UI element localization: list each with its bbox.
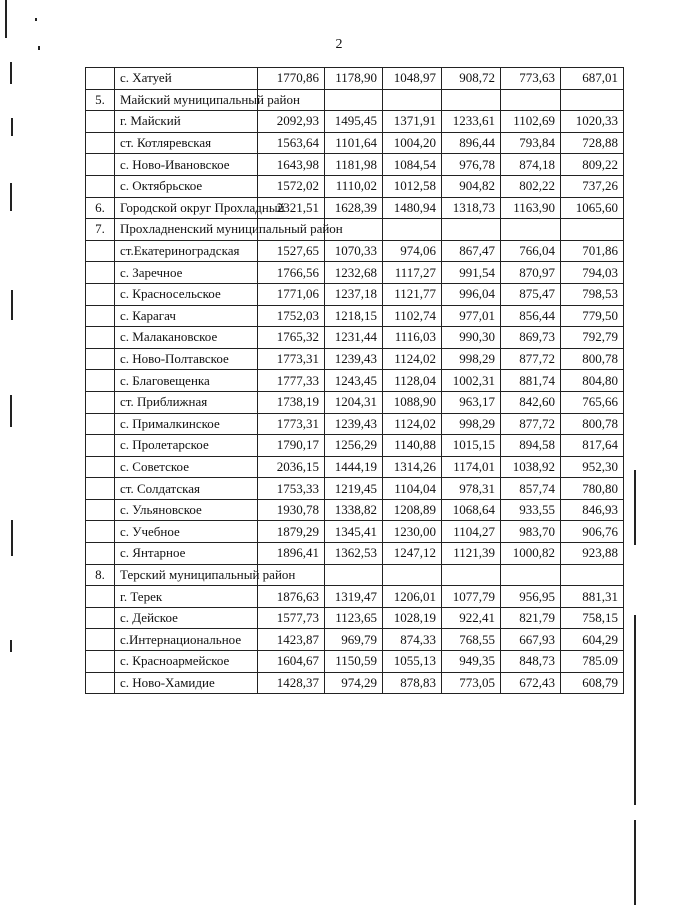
value-cell: 1218,15 (325, 305, 383, 327)
empty-cell (86, 651, 115, 673)
value-cell: 1879,29 (258, 521, 325, 543)
value-cell: 923,88 (561, 543, 624, 565)
settlement-name: с. Дейское (115, 607, 258, 629)
value-cell: 1116,03 (383, 327, 442, 349)
value-cell: 1239,43 (325, 348, 383, 370)
value-cell: 800,78 (561, 348, 624, 370)
settlement-name: с. Красноармейское (115, 651, 258, 673)
value-cell: 1000,82 (501, 543, 561, 565)
value-cell: 998,29 (442, 413, 501, 435)
value-cell: 1055,13 (383, 651, 442, 673)
value-cell: 1178,90 (325, 68, 383, 90)
value-cell: 1070,33 (325, 240, 383, 262)
value-cell: 990,30 (442, 327, 501, 349)
empty-cell (86, 348, 115, 370)
settlement-name: с. Октябрьское (115, 175, 258, 197)
value-cell: 877,72 (501, 413, 561, 435)
scan-margin-mark (11, 290, 13, 320)
empty-cell (86, 175, 115, 197)
value-cell: 956,95 (501, 586, 561, 608)
table-row (86, 672, 624, 694)
value-cell: 894,58 (501, 435, 561, 457)
value-cell: 1314,26 (383, 456, 442, 478)
value-cell: 766,04 (501, 240, 561, 262)
value-cell: 874,18 (501, 154, 561, 176)
row-number: 6. (86, 197, 115, 219)
value-cell: 701,86 (561, 240, 624, 262)
settlement-name: с. Прималкинское (115, 413, 258, 435)
table-row (86, 607, 624, 629)
value-cell: 869,73 (501, 327, 561, 349)
table-row (86, 456, 624, 478)
value-cell: 977,01 (442, 305, 501, 327)
value-cell: 780,80 (561, 478, 624, 500)
value-cell: 1527,65 (258, 240, 325, 262)
empty-cell (501, 564, 561, 586)
okrug-name: Городской округ Прохладный (115, 197, 258, 219)
value-cell: 878,83 (383, 672, 442, 694)
value-cell: 1318,73 (442, 197, 501, 219)
value-cell: 1643,98 (258, 154, 325, 176)
value-cell: 1181,98 (325, 154, 383, 176)
value-cell: 1123,65 (325, 607, 383, 629)
value-cell: 904,82 (442, 175, 501, 197)
value-cell: 991,54 (442, 262, 501, 284)
settlement-name: с. Ново-Ивановское (115, 154, 258, 176)
value-cell: 952,30 (561, 456, 624, 478)
empty-cell (86, 154, 115, 176)
empty-cell (86, 607, 115, 629)
scan-margin-mark (5, 0, 7, 38)
value-cell: 773,05 (442, 672, 501, 694)
empty-cell (442, 219, 501, 241)
value-cell: 974,06 (383, 240, 442, 262)
value-cell: 896,44 (442, 132, 501, 154)
table-row (86, 521, 624, 543)
value-cell: 1771,06 (258, 283, 325, 305)
value-cell: 1765,32 (258, 327, 325, 349)
empty-cell (442, 564, 501, 586)
value-cell: 817,64 (561, 435, 624, 457)
okrug-row (86, 197, 624, 219)
empty-cell (561, 219, 624, 241)
table-row (86, 586, 624, 608)
value-cell: 1077,79 (442, 586, 501, 608)
empty-cell (86, 413, 115, 435)
value-cell: 1773,31 (258, 348, 325, 370)
district-header-row (86, 89, 624, 111)
settlement-name: с. Ново-Полтавское (115, 348, 258, 370)
value-cell: 1738,19 (258, 391, 325, 413)
scan-margin-mark (10, 395, 12, 427)
value-cell: 1068,64 (442, 499, 501, 521)
value-cell: 1088,90 (383, 391, 442, 413)
settlement-name: с. Советское (115, 456, 258, 478)
value-cell: 792,79 (561, 327, 624, 349)
value-cell: 1230,00 (383, 521, 442, 543)
table-row (86, 154, 624, 176)
empty-cell (325, 564, 383, 586)
value-cell: 842,60 (501, 391, 561, 413)
table-row (86, 499, 624, 521)
value-cell: 809,22 (561, 154, 624, 176)
settlement-name: г. Терек (115, 586, 258, 608)
district-name: Прохладненский муниципальный район (115, 219, 258, 241)
settlement-name: с. Хатуей (115, 68, 258, 90)
value-cell: 1038,92 (501, 456, 561, 478)
value-cell: 1930,78 (258, 499, 325, 521)
value-cell: 802,22 (501, 175, 561, 197)
empty-cell (86, 672, 115, 694)
value-cell: 1753,33 (258, 478, 325, 500)
table-row (86, 240, 624, 262)
value-cell: 1102,74 (383, 305, 442, 327)
empty-cell (86, 521, 115, 543)
table-row (86, 370, 624, 392)
value-cell: 768,55 (442, 629, 501, 651)
value-cell: 1752,03 (258, 305, 325, 327)
scan-margin-mark (11, 118, 13, 136)
value-cell: 846,93 (561, 499, 624, 521)
value-cell: 793,84 (501, 132, 561, 154)
empty-cell (442, 89, 501, 111)
table-row (86, 629, 624, 651)
empty-cell (325, 89, 383, 111)
table-row (86, 651, 624, 673)
value-cell: 974,29 (325, 672, 383, 694)
settlement-name: ст. Приближная (115, 391, 258, 413)
settlement-name: ст.Екатериноградская (115, 240, 258, 262)
value-cell: 1124,02 (383, 348, 442, 370)
value-cell: 1770,86 (258, 68, 325, 90)
scan-margin-mark (35, 18, 37, 21)
value-cell: 1495,45 (325, 111, 383, 133)
value-cell: 1102,69 (501, 111, 561, 133)
settlement-name: г. Майский (115, 111, 258, 133)
empty-cell (86, 283, 115, 305)
value-cell: 1233,61 (442, 111, 501, 133)
value-cell: 1247,12 (383, 543, 442, 565)
value-cell: 1577,73 (258, 607, 325, 629)
value-cell: 881,74 (501, 370, 561, 392)
value-cell: 1101,64 (325, 132, 383, 154)
scan-margin-mark (10, 640, 12, 652)
value-cell: 1239,43 (325, 413, 383, 435)
empty-cell (501, 219, 561, 241)
value-cell: 1371,91 (383, 111, 442, 133)
value-cell: 728,88 (561, 132, 624, 154)
value-cell: 773,63 (501, 68, 561, 90)
value-cell: 1004,20 (383, 132, 442, 154)
value-cell: 976,78 (442, 154, 501, 176)
value-cell: 1231,44 (325, 327, 383, 349)
scan-margin-mark (634, 615, 636, 805)
scan-margin-mark (11, 520, 13, 556)
empty-cell (86, 370, 115, 392)
empty-cell (561, 564, 624, 586)
value-cell: 906,76 (561, 521, 624, 543)
empty-cell (86, 499, 115, 521)
empty-cell (86, 305, 115, 327)
table-row (86, 327, 624, 349)
value-cell: 875,47 (501, 283, 561, 305)
settlement-name: с. Благовещенка (115, 370, 258, 392)
value-cell: 1338,82 (325, 499, 383, 521)
value-cell: 1444,19 (325, 456, 383, 478)
empty-cell (86, 391, 115, 413)
value-cell: 998,29 (442, 348, 501, 370)
settlement-name: с. Малакановское (115, 327, 258, 349)
scan-margin-mark (634, 470, 636, 545)
value-cell: 779,50 (561, 305, 624, 327)
value-cell: 1319,47 (325, 586, 383, 608)
empty-cell (86, 543, 115, 565)
value-cell: 1048,97 (383, 68, 442, 90)
value-cell: 996,04 (442, 283, 501, 305)
value-cell: 804,80 (561, 370, 624, 392)
value-cell: 785.09 (561, 651, 624, 673)
settlement-name: ст. Солдатская (115, 478, 258, 500)
value-cell: 737,26 (561, 175, 624, 197)
value-cell: 1204,31 (325, 391, 383, 413)
district-name: Терский муниципальный район (115, 564, 258, 586)
value-cell: 874,33 (383, 629, 442, 651)
value-cell: 758,15 (561, 607, 624, 629)
empty-cell (86, 629, 115, 651)
empty-cell (561, 89, 624, 111)
value-cell: 1028,19 (383, 607, 442, 629)
value-cell: 798,53 (561, 283, 624, 305)
scan-margin-mark (10, 183, 12, 211)
value-cell: 1896,41 (258, 543, 325, 565)
value-cell: 1362,53 (325, 543, 383, 565)
page-number: 2 (335, 37, 343, 52)
value-cell: 1121,77 (383, 283, 442, 305)
value-cell: 963,17 (442, 391, 501, 413)
value-cell: 1065,60 (561, 197, 624, 219)
value-cell: 1150,59 (325, 651, 383, 673)
settlement-name: с. Красносельское (115, 283, 258, 305)
value-cell: 1345,41 (325, 521, 383, 543)
table-row (86, 348, 624, 370)
value-cell: 1480,94 (383, 197, 442, 219)
settlement-name: с. Карагач (115, 305, 258, 327)
value-cell: 1084,54 (383, 154, 442, 176)
value-cell: 667,93 (501, 629, 561, 651)
settlement-name: с. Ульяновское (115, 499, 258, 521)
empty-cell (86, 111, 115, 133)
table-row (86, 435, 624, 457)
value-cell: 1020,33 (561, 111, 624, 133)
value-cell: 1206,01 (383, 586, 442, 608)
value-cell: 1773,31 (258, 413, 325, 435)
table-row (86, 478, 624, 500)
value-cell: 1423,87 (258, 629, 325, 651)
value-cell: 1628,39 (325, 197, 383, 219)
value-cell: 848,73 (501, 651, 561, 673)
value-cell: 1110,02 (325, 175, 383, 197)
empty-cell (86, 478, 115, 500)
empty-cell (86, 132, 115, 154)
table-row (86, 413, 624, 435)
district-header-row (86, 564, 624, 586)
empty-cell (86, 240, 115, 262)
value-cell: 1766,56 (258, 262, 325, 284)
empty-cell (383, 564, 442, 586)
empty-cell (501, 89, 561, 111)
value-cell: 821,79 (501, 607, 561, 629)
value-cell: 922,41 (442, 607, 501, 629)
value-cell: 949,35 (442, 651, 501, 673)
value-cell: 1232,68 (325, 262, 383, 284)
value-cell: 1104,27 (442, 521, 501, 543)
value-cell: 608,79 (561, 672, 624, 694)
empty-cell (86, 68, 115, 90)
row-number: 7. (86, 219, 115, 241)
value-cell: 794,03 (561, 262, 624, 284)
empty-cell (86, 262, 115, 284)
settlement-name: с.Интернациональное (115, 629, 258, 651)
settlement-name: с. Ново-Хамидие (115, 672, 258, 694)
table-row (86, 111, 624, 133)
value-cell: 867,47 (442, 240, 501, 262)
value-cell: 2036,15 (258, 456, 325, 478)
settlement-name: ст. Котляревская (115, 132, 258, 154)
table-row (86, 132, 624, 154)
value-cell: 881,31 (561, 586, 624, 608)
empty-cell (383, 89, 442, 111)
value-cell: 978,31 (442, 478, 501, 500)
value-cell: 969,79 (325, 629, 383, 651)
value-cell: 1163,90 (501, 197, 561, 219)
value-cell: 1243,45 (325, 370, 383, 392)
value-cell: 1012,58 (383, 175, 442, 197)
table-row (86, 391, 624, 413)
value-cell: 1219,45 (325, 478, 383, 500)
scan-margin-mark (10, 62, 12, 84)
settlement-name: с. Заречное (115, 262, 258, 284)
table-row (86, 175, 624, 197)
empty-cell (86, 327, 115, 349)
value-cell: 672,43 (501, 672, 561, 694)
value-cell: 1002,31 (442, 370, 501, 392)
table-row (86, 543, 624, 565)
value-cell: 1121,39 (442, 543, 501, 565)
value-cell: 1790,17 (258, 435, 325, 457)
value-cell: 1015,15 (442, 435, 501, 457)
value-cell: 604,29 (561, 629, 624, 651)
settlement-name: с. Пролетарское (115, 435, 258, 457)
value-cell: 1117,27 (383, 262, 442, 284)
empty-cell (86, 456, 115, 478)
table-body (86, 68, 624, 694)
value-cell: 870,97 (501, 262, 561, 284)
value-cell: 1124,02 (383, 413, 442, 435)
value-cell: 800,78 (561, 413, 624, 435)
value-cell: 1428,37 (258, 672, 325, 694)
district-header-row (86, 219, 624, 241)
row-number: 8. (86, 564, 115, 586)
empty-cell (86, 586, 115, 608)
value-cell: 2321,51 (258, 197, 325, 219)
row-number: 5. (86, 89, 115, 111)
settlement-name: с. Учебное (115, 521, 258, 543)
value-cell: 687,01 (561, 68, 624, 90)
scan-margin-mark (634, 820, 636, 905)
value-cell: 1140,88 (383, 435, 442, 457)
value-cell: 857,74 (501, 478, 561, 500)
settlement-name: с. Янтарное (115, 543, 258, 565)
table-row (86, 68, 624, 90)
value-cell: 933,55 (501, 499, 561, 521)
value-cell: 1572,02 (258, 175, 325, 197)
value-cell: 1174,01 (442, 456, 501, 478)
value-cell: 1208,89 (383, 499, 442, 521)
district-name: Майский муниципальный район (115, 89, 258, 111)
value-cell: 983,70 (501, 521, 561, 543)
value-cell: 1128,04 (383, 370, 442, 392)
value-cell: 1777,33 (258, 370, 325, 392)
value-cell: 1256,29 (325, 435, 383, 457)
table-row (86, 305, 624, 327)
value-cell: 1237,18 (325, 283, 383, 305)
value-cell: 908,72 (442, 68, 501, 90)
value-cell: 2092,93 (258, 111, 325, 133)
value-cell: 765,66 (561, 391, 624, 413)
table-row (86, 283, 624, 305)
value-cell: 877,72 (501, 348, 561, 370)
value-cell: 856,44 (501, 305, 561, 327)
value-cell: 1604,67 (258, 651, 325, 673)
empty-cell (86, 435, 115, 457)
value-cell: 1563,64 (258, 132, 325, 154)
table-row (86, 262, 624, 284)
tariff-table (85, 67, 624, 694)
empty-cell (383, 219, 442, 241)
value-cell: 1104,04 (383, 478, 442, 500)
value-cell: 1876,63 (258, 586, 325, 608)
